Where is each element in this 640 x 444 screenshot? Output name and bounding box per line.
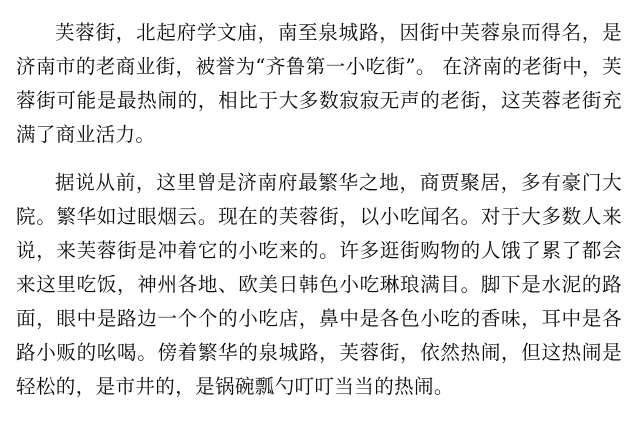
- paragraph-1: 芙蓉街，北起府学文庙，南至泉城路，因街中芙蓉泉而得名，是济南市的老商业街，被誉为“齐鲁第一小吃街”。 在济南的老街中，芙蓉街可能是最热闹的，相比于大多数寂寂无声的老街，这芙蓉老街充满了商业活力。: [16, 21, 622, 146]
- paragraph-2: 据说从前，这里曾是济南府最繁华之地，商贾聚居，多有豪门大院。繁华如过眼烟云。现在的芙蓉街，以小吃闻名。对于大多数人来说，来芙蓉街是冲着它的小吃来的。许多逛街购物的人饿了累了都会来这里吃饭，神州各地、欧美日韩色小吃琳琅满目。脚下是水泥的路面，眼中是路边一个个的小吃店，鼻中是各色小吃的香味，耳中是各路小贩的吆喝。傍着繁华的泉城路，芙蓉街，依然热闹，但这热闹是轻松的，是市井的，是锅碗瓢勺叮叮当当的热闹。: [16, 171, 622, 398]
